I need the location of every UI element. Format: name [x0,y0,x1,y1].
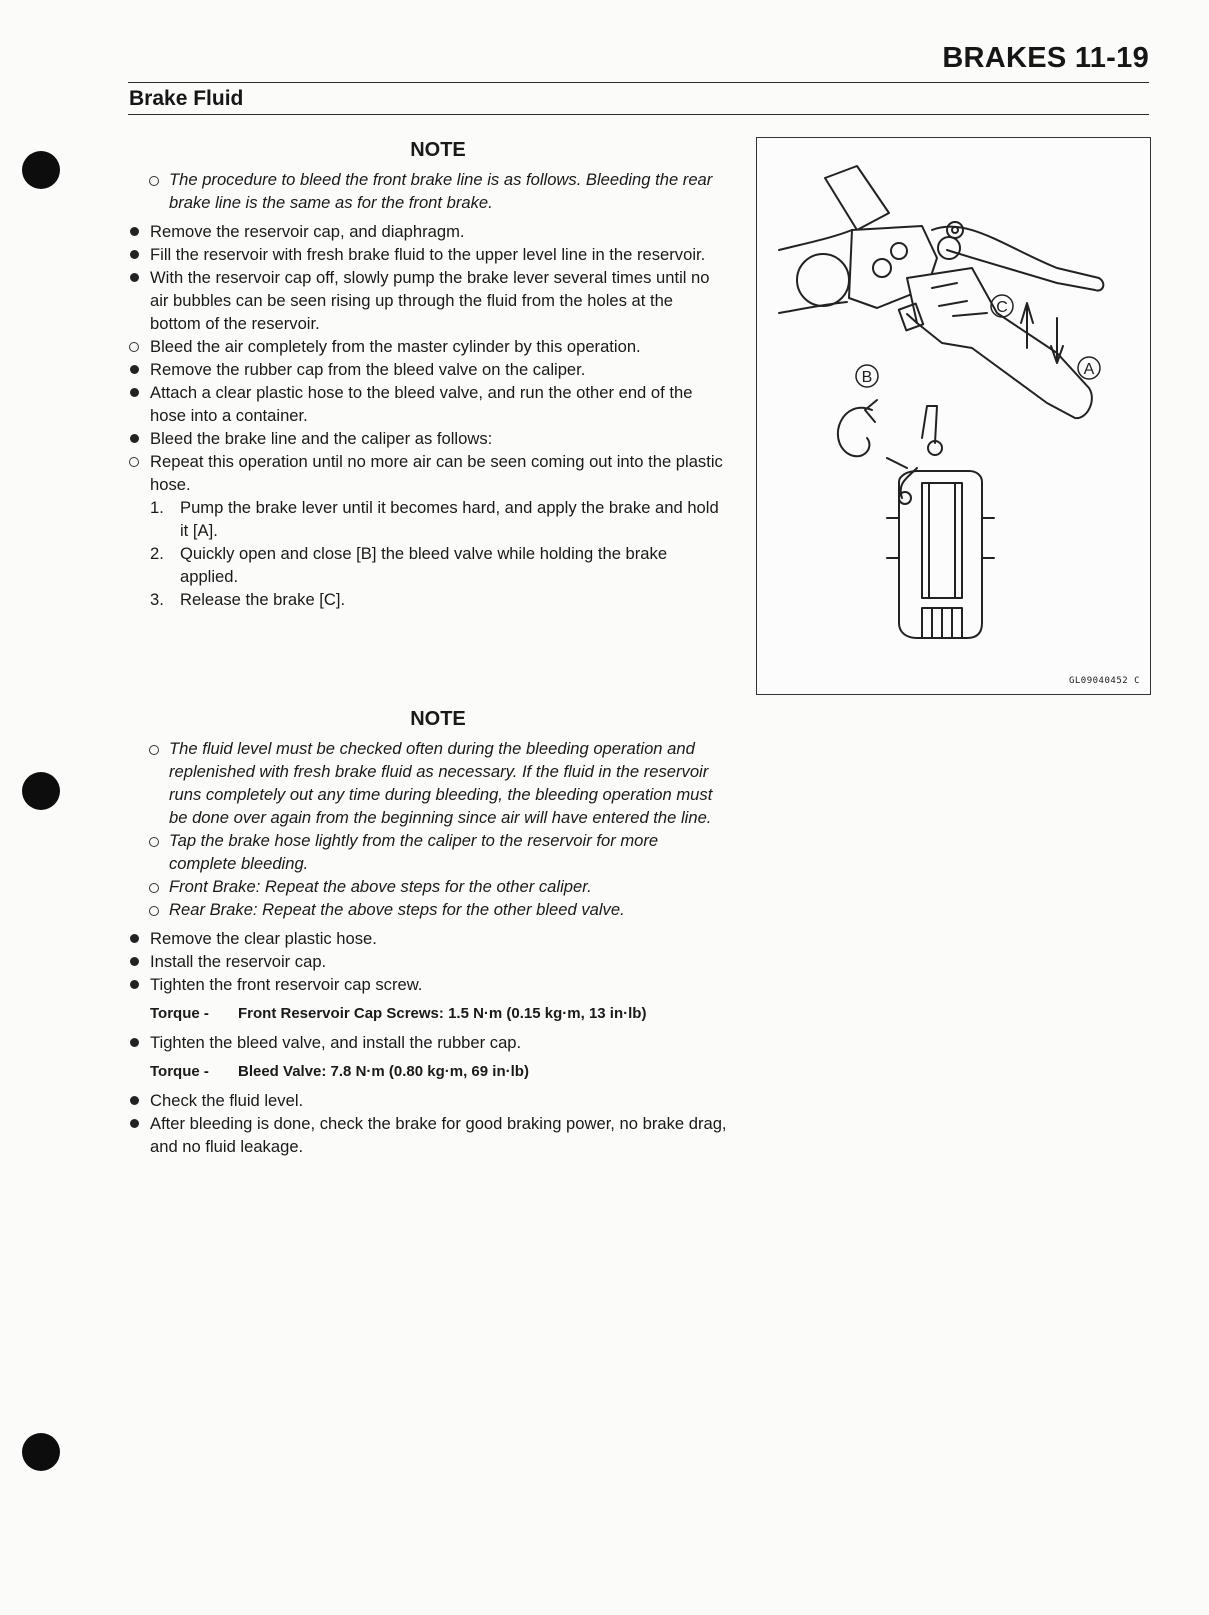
numbered-step: 3. Release the brake [C]. [150,590,346,609]
step-item: Remove the rubber cap from the bleed valve on the caliper. [128,358,728,381]
step-item: With the reservoir cap off, slowly pump the brake lever several times until no air bubbles can be seen rising up through the fluid from the holes at the bottom of the reservoir. [128,266,728,335]
step-subitem: Bleed the air completely from the master cylinder by this operation. [128,335,728,358]
note-box-1 [128,139,728,214]
step-item: Tighten the bleed valve, and install the rubber cap. [128,1031,728,1054]
note-item: The fluid level must be checked often during the bleeding operation and replenished with fresh brake fluid as necessary. If the fluid in the reservoir runs completely out any time during bleeding, the bleeding operation must be done over again from the beginning since air will have entered the line. [128,737,728,829]
punch-hole [22,151,60,189]
brake-bleeding-figure [756,137,1151,695]
punch-hole [22,772,60,810]
figure-label-c: C [996,299,1008,316]
numbered-step: 2. Quickly open and close [B] the bleed valve while holding the brake applied. [150,544,668,586]
note-item: Tap the brake hose lightly from the caliper to the reservoir for more complete bleeding. [128,829,728,875]
figure-label-a: A [1083,361,1095,378]
note-item: Front Brake: Repeat the above steps for the other caliper. [128,875,728,898]
section-rule [128,114,1149,115]
section-title: Brake Fluid [129,87,244,110]
punch-hole [22,1433,60,1471]
step-item: Install the reservoir cap. [128,950,728,973]
figure-label-b: B [861,369,873,386]
figure-code: GL09040452 C [1068,676,1140,686]
step-item: Tighten the front reservoir cap screw. [128,973,728,996]
torque-spec: Torque - Bleed Valve: 7.8 N·m (0.80 kg·m, 69 in·lb) [150,1063,529,1080]
note-heading: NOTE [410,708,466,730]
note-heading: NOTE [410,139,466,161]
header-rule [128,82,1149,83]
step-item: Attach a clear plastic hose to the bleed valve, and run the other end of the hose into a container. [128,381,728,427]
step-item: Bleed the brake line and the caliper as follows: [128,427,728,450]
brake-lever-caliper-illustration [757,138,1150,694]
step-item: After bleeding is done, check the brake for good braking power, no brake drag, and no fluid leakage. [128,1112,728,1158]
numbered-step: 1. Pump the brake lever until it becomes hard, and apply the brake and hold it [A]. [150,498,719,540]
note-box-2 [128,708,728,921]
procedure-column-top [128,139,728,611]
note-item: Rear Brake: Repeat the above steps for the other bleed valve. [128,898,728,921]
page-header-title: BRAKES 11-19 [942,42,1149,74]
step-subitem: Repeat this operation until no more air can be seen coming out into the plastic hose. [128,450,728,496]
torque-spec: Torque - Front Reservoir Cap Screws: 1.5 N·m (0.15 kg·m, 13 in·lb) [150,1005,647,1022]
step-item: Check the fluid level. [128,1089,728,1112]
step-item: Remove the clear plastic hose. [128,927,728,950]
numbered-steps [128,496,728,611]
step-item: Fill the reservoir with fresh brake fluid to the upper level line in the reservoir. [128,243,728,266]
procedure-column-bottom [128,708,728,1158]
note-item: The procedure to bleed the front brake line is as follows. Bleeding the rear brake line is the same as for the front brake. [128,168,728,214]
step-item: Remove the reservoir cap, and diaphragm. [128,220,728,243]
